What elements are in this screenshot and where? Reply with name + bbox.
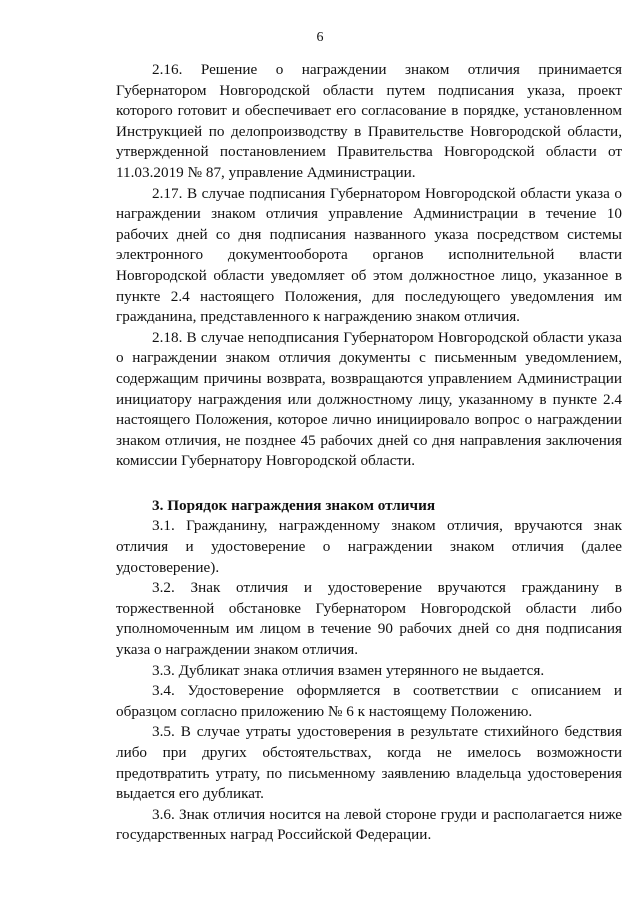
paragraph-2-18: 2.18. В случае неподписания Губернатором Новгородской области указа о награждении знаком отличия документы с письменным уведомлением, содержащим причины возврата, возвращаются управлением Администрации инициатору награждения или должностному лицу, указанному в пункте 2.4 настоящего Положения, которое лично инициировало вопрос о награждении знаком отличия, не позднее 45 рабочих дней со дня направления заключения комиссии Губернатору Новгородской области. bbox=[116, 328, 622, 470]
paragraph-3-1: 3.1. Гражданину, награжденному знаком отличия, вручаются знак отличия и удостоверение о награждении знаком отличия (далее удостоверение). bbox=[116, 517, 622, 576]
page-number: 6 bbox=[316, 30, 324, 45]
paragraph-3-2: 3.2. Знак отличия и удостоверение вручаются гражданину в торжественной обстановке Губернатором Новгородской области либо уполномоченным им лицом в течение 90 рабочих дней со дня подписания указа о награждении знаком отличия. bbox=[116, 579, 622, 659]
document-body bbox=[116, 60, 622, 846]
paragraph-3-5: 3.5. В случае утраты удостоверения в результате стихийного бедствия либо при других обстоятельствах, когда не имелось возможности предотвратить утрату, по письменному заявлению владельца удостоверения выдается его дубликат. bbox=[116, 723, 622, 803]
paragraph-3-6: 3.6. Знак отличия носится на левой стороне груди и располагается ниже государственных наград Российской Федерации. bbox=[116, 805, 622, 844]
paragraph-2-17: 2.17. В случае подписания Губернатором Новгородской области указа о награждении знаком отличия управление Администрации в течение 10 рабочих дней со дня подписания названного указа посредством системы электронного документооборота органов исполнительной власти Новгородской области уведомляет об этом должностное лицо, указанное в пункте 2.4 настоящего Положения, для последующего уведомления им гражданина, представленного к награждению знаком отличия. bbox=[116, 184, 622, 326]
section-heading: 3. Порядок награждения знаком отличия bbox=[152, 496, 436, 514]
paragraph-3-3: 3.3. Дубликат знака отличия взамен утерянного не выдается. bbox=[152, 661, 545, 679]
paragraph-3-4: 3.4. Удостоверение оформляется в соответствии с описанием и образцом согласно приложению № 6 к настоящему Положению. bbox=[116, 682, 622, 720]
paragraph-2-16: 2.16. Решение о награждении знаком отличия принимается Губернатором Новгородской области путем подписания указа, проект которого готовит и обеспечивает его согласование в порядке, установленном Инструкцией по делопроизводству в Правительстве Новгородской области, утвержденной постановлением Правительства Новгородской области от 11.03.2019 № 87, управление Администрации. bbox=[116, 61, 622, 181]
